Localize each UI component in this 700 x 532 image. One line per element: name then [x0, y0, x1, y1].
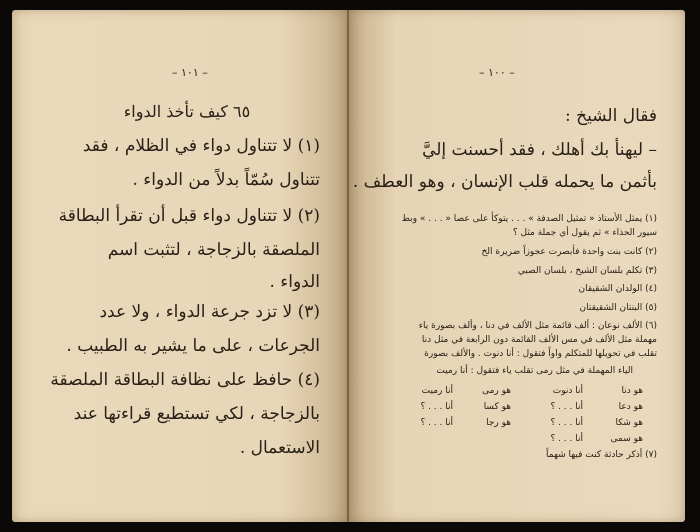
table-cell: أنا . . . ؟: [420, 402, 453, 412]
page-number-left: – ١٠١ –: [172, 66, 208, 79]
text-line: (٢) لا تتناول دواء قبل أن تقرأ البطاقة: [58, 206, 320, 226]
table-cell: أنا . . . ؟: [550, 418, 583, 428]
left-page: [12, 10, 348, 522]
table-cell: هو كسا: [483, 402, 511, 412]
text-line: بالزجاجة ، لكي تستطيع قراءتها عند: [73, 404, 320, 424]
text-line: فقال الشيخ :: [565, 106, 657, 126]
section-title: ٦٥ كيف تأخذ الدواء: [123, 102, 251, 121]
text-line: الدواء .: [269, 272, 320, 292]
text-line: الجرعات ، على ما يشير به الطبيب .: [66, 336, 320, 356]
footnote-line: مهملة مثل الألف في مس الألف القائمة دون الرابعة في مثل دنا: [421, 335, 657, 345]
text-line: تتناول سُمّاً بدلاً من الدواء .: [132, 170, 320, 190]
footnote-line: (٧) أذكر حادثة كنت فيها شهماً: [546, 450, 657, 460]
table-cell: هو رجا: [486, 418, 511, 428]
table-cell: هو دنا: [621, 386, 643, 396]
table-cell: هو رمى: [482, 386, 511, 396]
text-line: – ليهنأ بك أهلك ، فقد أحسنت إليَّ: [422, 140, 657, 160]
footnote-line: (٦) الألف نوعان : ألف قائمة مثل الألف في دنا ، وألف بصورة ياء: [418, 321, 657, 331]
text-line: الملصقة بالزجاجة ، لتثبت اسم: [107, 240, 320, 260]
text-line: (٣) لا تزد جرعة الدواء ، ولا عدد: [99, 302, 320, 322]
text-line: الاستعمال .: [239, 438, 320, 458]
table-cell: أنا . . . ؟: [550, 402, 583, 412]
table-cell: هو سمى: [610, 434, 643, 444]
footnote-line: (٥) البنتان الشقيقتان: [579, 303, 657, 313]
footnote-line: (٤) الولدان الشقيقان: [578, 284, 657, 294]
right-page: [349, 10, 685, 522]
table-cell: هو شكا: [615, 418, 643, 428]
footnote-line: (٣) تكلم بلسان الشيخ ، بلسان الصبي: [517, 266, 657, 276]
footnote-line: (٢) كانت بنت واحدة فأبصرت عجوزاً ضريرة الخ: [481, 247, 657, 257]
footnote-line: (١) يمثل الأستاذ « تمثيل الصدفة » . . . يتوكأ على عصا « . . . » وبط: [401, 214, 657, 224]
footnote-line: الياء المهملة في مثل رمى تقلب ياء فتقول : أنا رميت: [436, 366, 633, 376]
page-number-right: – ١٠٠ –: [479, 66, 515, 79]
footnote-line: سيور الحذاء » ثم يقول أي جملة مثل ؟: [512, 228, 657, 238]
text-line: (٤) حافظ على نظافة البطاقة الملصقة: [50, 370, 320, 390]
text-line: (١) لا تتناول دواء في الظلام ، فقد: [82, 136, 320, 156]
table-cell: أنا . . . ؟: [550, 434, 583, 444]
table-cell: هو دعا: [618, 402, 643, 412]
table-cell: أنا دنوت: [552, 386, 583, 396]
footnote-line: تقلب في تحويلها للمتكلم واواً فتقول : أنا دنوت . والألف بصورة: [424, 349, 657, 359]
text-line: بأثمن ما يحمله قلب الإنسان ، وهو العطف .: [352, 172, 657, 192]
table-cell: أنا . . . ؟: [420, 418, 453, 428]
table-cell: أنا رميت: [421, 386, 453, 396]
